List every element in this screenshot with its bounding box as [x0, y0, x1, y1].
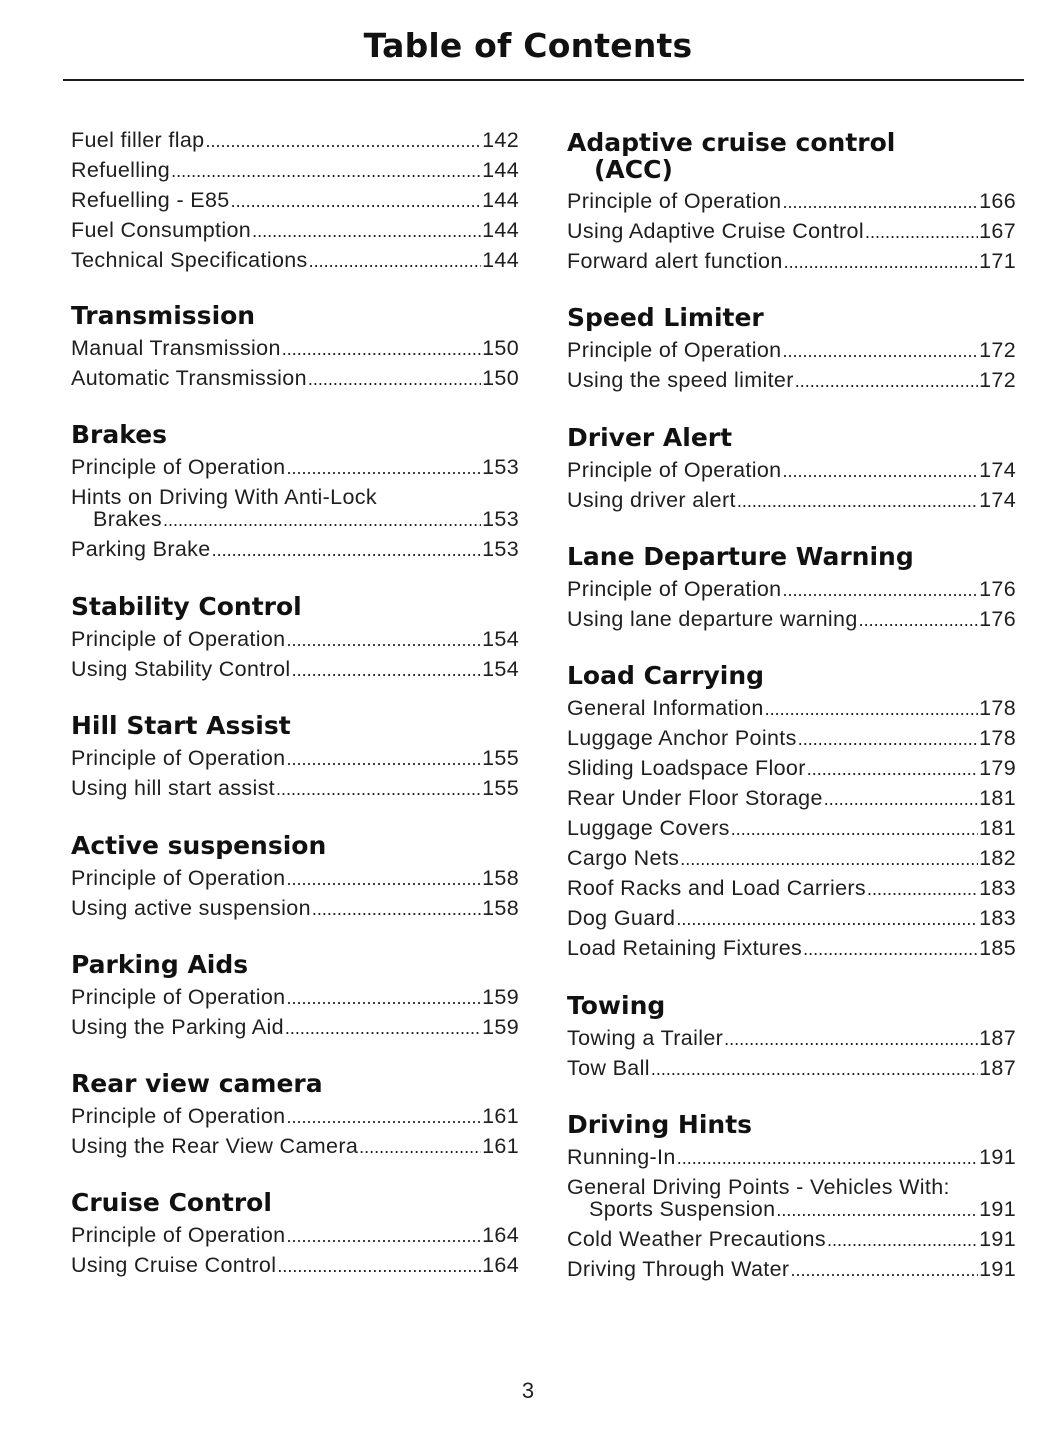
fuel-section: [71, 125, 519, 275]
section-heading: Driver Alert: [567, 423, 733, 452]
section-heading: Adaptive cruise control (ACC): [567, 128, 896, 184]
section-heading: Hill Start Assist: [71, 711, 291, 740]
hill-start-section: [71, 709, 519, 803]
section-heading: Stability Control: [71, 592, 302, 621]
section-heading: Load Carrying: [567, 661, 765, 690]
toc-entry[interactable]: Parking Brake ..... 153: [71, 534, 519, 564]
section-heading: Cruise Control: [71, 1188, 272, 1217]
toc-entry[interactable]: Principle of Operation ..... 164: [71, 1220, 519, 1250]
acc-section: [567, 126, 1016, 276]
towing-section: [567, 989, 1016, 1083]
toc-entry[interactable]: Principle of Operation ..... 176: [567, 574, 1016, 604]
toc-entry[interactable]: Manual Transmission ..... 150: [71, 333, 519, 363]
toc-entry[interactable]: Towing a Trailer ..... 187: [567, 1023, 1016, 1053]
section-heading: Transmission: [71, 301, 256, 330]
speed-limiter-section: [567, 301, 1016, 395]
toc-entry[interactable]: Hints on Driving With Anti-Lock Brakes ..... 153: [71, 482, 519, 534]
lane-departure-section: [567, 540, 1016, 634]
load-carrying-section: [567, 659, 1016, 963]
toc-entry[interactable]: Principle of Operation ..... 172: [567, 335, 1016, 365]
toc-entry[interactable]: Dog Guard ..... 183: [567, 903, 1016, 933]
toc-entry[interactable]: Refuelling ..... 144: [71, 155, 519, 185]
parking-aids-section: [71, 948, 519, 1042]
title-divider: [63, 79, 1024, 81]
toc-entry[interactable]: General Driving Points - Vehicles With: Sports Suspension ..... 191: [567, 1172, 1016, 1224]
toc-entry[interactable]: Driving Through Water ..... 191: [567, 1254, 1016, 1284]
toc-entry[interactable]: Running-In ..... 191: [567, 1142, 1016, 1172]
toc-entry[interactable]: Principle of Operation ..... 166: [567, 186, 1016, 216]
toc-entry[interactable]: Principle of Operation ..... 155: [71, 743, 519, 773]
brakes-section: [71, 418, 519, 564]
toc-entry[interactable]: Forward alert function ..... 171: [567, 246, 1016, 276]
toc-entry[interactable]: Principle of Operation ..... 161: [71, 1101, 519, 1131]
toc-entry[interactable]: Cargo Nets ..... 182: [567, 843, 1016, 873]
toc-entry[interactable]: Using driver alert ..... 174: [567, 485, 1016, 515]
toc-entry[interactable]: Using the Parking Aid ..... 159: [71, 1012, 519, 1042]
toc-entry[interactable]: Load Retaining Fixtures ..... 185: [567, 933, 1016, 963]
toc-entry[interactable]: Automatic Transmission ..... 150: [71, 363, 519, 393]
rear-view-camera-section: [71, 1067, 519, 1161]
page-number: 3: [521, 1378, 535, 1403]
transmission-section: [71, 299, 519, 393]
driver-alert-section: [567, 421, 1016, 515]
section-heading: Active suspension: [71, 831, 327, 860]
toc-entry[interactable]: Principle of Operation ..... 153: [71, 452, 519, 482]
toc-entry[interactable]: Principle of Operation ..... 174: [567, 455, 1016, 485]
toc-entry[interactable]: Roof Racks and Load Carriers ..... 183: [567, 873, 1016, 903]
section-heading: Rear view camera: [71, 1069, 323, 1098]
toc-entry[interactable]: Refuelling - E85 ..... 144: [71, 185, 519, 215]
toc-entry[interactable]: Fuel filler flap ..... 142: [71, 125, 519, 155]
toc-entry[interactable]: Principle of Operation ..... 154: [71, 624, 519, 654]
section-heading: Towing: [567, 991, 666, 1020]
toc-entry[interactable]: Technical Specifications ..... 144: [71, 245, 519, 275]
toc-entry[interactable]: Using lane departure warning ..... 176: [567, 604, 1016, 634]
driving-hints-section: [567, 1108, 1016, 1284]
page-title: Table of Contents: [363, 26, 693, 65]
toc-entry[interactable]: Tow Ball ..... 187: [567, 1053, 1016, 1083]
section-heading: Lane Departure Warning: [567, 542, 914, 571]
toc-entry[interactable]: Using the Rear View Camera ..... 161: [71, 1131, 519, 1161]
active-suspension-section: [71, 829, 519, 923]
toc-entry[interactable]: Using Adaptive Cruise Control ..... 167: [567, 216, 1016, 246]
cruise-control-section: [71, 1186, 519, 1280]
toc-entry[interactable]: Principle of Operation ..... 159: [71, 982, 519, 1012]
toc-entry[interactable]: Using Cruise Control ..... 164: [71, 1250, 519, 1280]
stability-section: [71, 590, 519, 684]
toc-entry[interactable]: Luggage Anchor Points ..... 178: [567, 723, 1016, 753]
toc-entry[interactable]: Using the speed limiter ..... 172: [567, 365, 1016, 395]
section-heading: Parking Aids: [71, 950, 249, 979]
toc-entry[interactable]: Using Stability Control ..... 154: [71, 654, 519, 684]
toc-entry[interactable]: Using hill start assist ..... 155: [71, 773, 519, 803]
toc-entry[interactable]: Rear Under Floor Storage ..... 181: [567, 783, 1016, 813]
section-heading: Brakes: [71, 420, 168, 449]
toc-entry[interactable]: Principle of Operation ..... 158: [71, 863, 519, 893]
section-heading: Driving Hints: [567, 1110, 753, 1139]
toc-entry[interactable]: Sliding Loadspace Floor ..... 179: [567, 753, 1016, 783]
toc-entry[interactable]: Fuel Consumption ..... 144: [71, 215, 519, 245]
toc-entry[interactable]: Luggage Covers ..... 181: [567, 813, 1016, 843]
toc-entry[interactable]: Cold Weather Precautions ..... 191: [567, 1224, 1016, 1254]
toc-entry[interactable]: General Information ..... 178: [567, 693, 1016, 723]
section-heading: Speed Limiter: [567, 303, 764, 332]
toc-entry[interactable]: Using active suspension ..... 158: [71, 893, 519, 923]
